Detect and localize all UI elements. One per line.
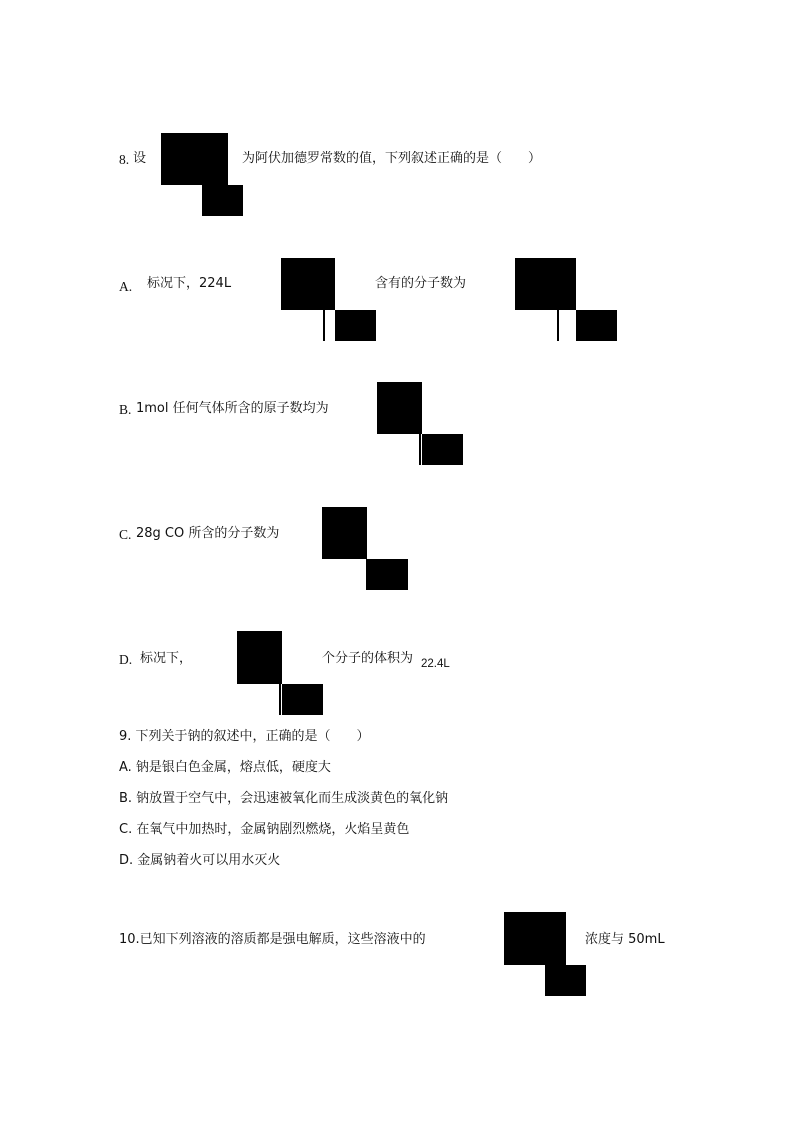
q9-stem: 9. 下列关于钠的叙述中，正确的是（ ）	[119, 729, 370, 744]
q8-option-a-formula-image-1	[281, 258, 376, 341]
q8-option-d-value: 22.4L	[421, 658, 450, 670]
q8-formula-image	[161, 133, 243, 216]
q9-option-b: B. 钠放置于空气中，会迅速被氧化而生成淡黄色的氧化钠	[119, 791, 449, 806]
q8-number: 8.	[119, 152, 130, 167]
q8-option-d-post: 个分子的体积为	[322, 651, 414, 666]
q8-option-a-formula-image-2	[515, 258, 617, 341]
q8-option-c-text: 28g CO 所含的分子数为	[136, 526, 280, 541]
q8-stem-post: 为阿伏加德罗常数的值，下列叙述正确的是（ ）	[242, 151, 542, 166]
q8-option-c-formula-image	[322, 507, 408, 590]
q8-option-d-formula-image	[237, 631, 323, 715]
q8-option-b-formula-image	[377, 382, 463, 465]
q8-option-d-letter: D.	[119, 652, 133, 667]
q8-option-a-mid: 含有的分子数为	[375, 276, 467, 291]
q8-option-c-letter: C.	[119, 527, 132, 542]
q8-option-b-letter: B.	[119, 402, 132, 417]
q9-option-a: A. 钠是银白色金属，熔点低，硬度大	[119, 760, 331, 775]
q10-stem-pre: 10.已知下列溶液的溶质都是强电解质，这些溶液中的	[119, 932, 426, 947]
q8-option-b-text: 1mol 任何气体所含的原子数均为	[136, 401, 329, 416]
q10-formula-image	[504, 912, 586, 996]
q8-stem-pre: 设	[133, 151, 147, 166]
q8-option-d-pre: 标况下，	[140, 651, 193, 666]
q9-option-d: D. 金属钠着火可以用水灭火	[119, 853, 281, 868]
q10-stem-post: 浓度与 50mL	[585, 932, 665, 947]
q8-option-a-letter: A.	[119, 279, 133, 294]
q9-option-c: C. 在氧气中加热时，金属钠剧烈燃烧，火焰呈黄色	[119, 822, 410, 837]
q8-option-a-pre: 标况下，224L	[147, 276, 232, 291]
